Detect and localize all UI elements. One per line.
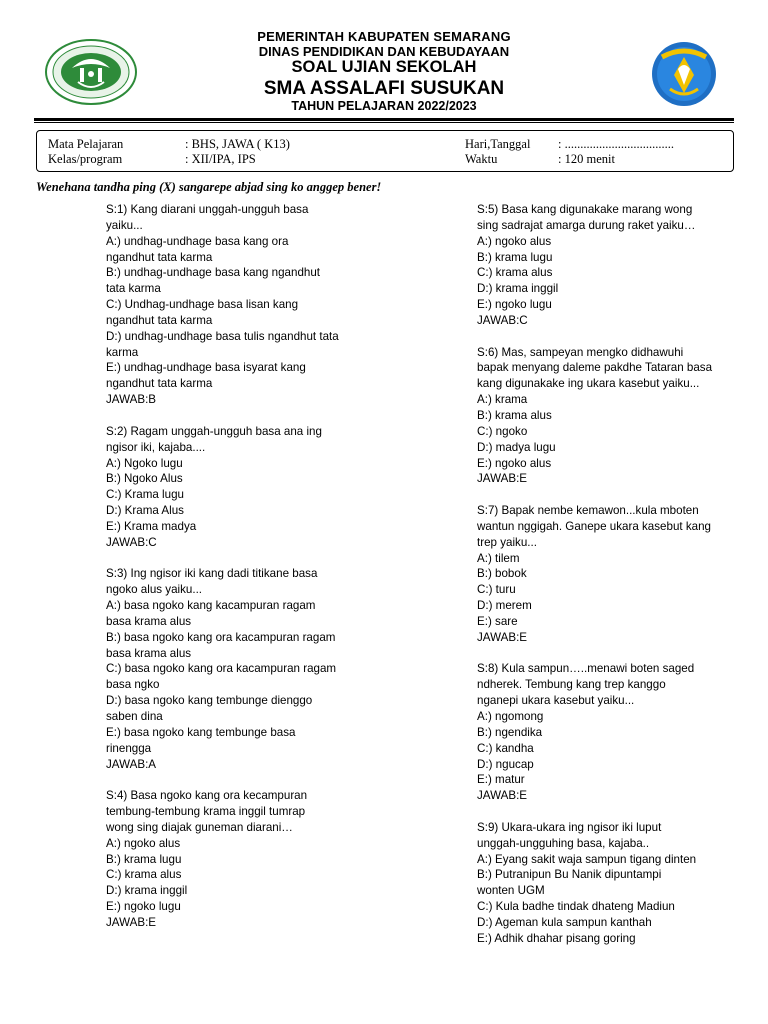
answer-option: E:) ngoko lugu [477,298,552,312]
question-text-line: S:3) Ing ngisor iki kang dadi titikane basa [106,567,318,581]
answer-option: D:) basa ngoko kang tembunge dienggo [106,694,313,708]
left-question-column [106,202,376,947]
question-text-line: ngandhut tata karma [106,377,213,391]
header-divider [34,118,734,121]
question-text-line: saben dina [106,710,163,723]
answer-option: C:) ngoko [477,424,528,438]
answer-option: C:) Kula badhe tindak dhateng Madiun [477,900,675,914]
answer-option: A:) basa ngoko kang kacampuran ragam [106,599,316,613]
answer-key: JAWAB:A [106,757,157,771]
answer-option: E:) Krama madya [106,519,197,533]
question-block [477,345,747,488]
question-block [106,566,376,772]
question-text-line: trep yaiku... [477,535,537,549]
exam-info-box [36,130,734,172]
date-value: : ................................... [558,137,674,151]
subject-label: Mata Pelajaran [48,137,124,151]
question-text-line: ngandhut tata karma [106,250,213,264]
answer-key: JAWAB:E [477,630,528,644]
answer-option: D:) krama inggil [477,282,559,296]
instruction-text: Wenehana tandha ping (X) sangarepe abjad sing ko anggep bener! [36,180,382,194]
question-text-line: S:5) Basa kang digunakake marang wong [477,203,693,216]
answer-option: D:) Ageman kula sampun kanthah [477,915,652,929]
answer-option: E:) ngoko alus [477,456,552,470]
question-text-line: tata karma [106,282,161,296]
question-text-line: basa ngko [106,678,160,692]
time-label: Waktu [465,152,498,166]
answer-option: B:) undhag-undhage basa kang ngandhut [106,266,321,280]
answer-option: C:) krama alus [106,868,182,882]
question-block [106,202,376,408]
answer-option: E:) sare [477,614,518,628]
question-block [477,503,747,646]
answer-option: C:) basa ngoko kang ora kacampuran ragam [106,662,337,676]
answer-option: E:) ngoko lugu [106,900,181,914]
question-text-line: karma [106,345,139,359]
answer-key: JAWAB:E [477,472,528,486]
answer-option: B:) krama lugu [106,852,182,866]
question-text-line: wong sing diajak guneman diarani… [106,820,293,834]
answer-option: C:) kandha [477,741,534,755]
answer-option: D:) merem [477,599,532,613]
answer-option: A:) krama [477,393,528,407]
question-text-line: basa krama alus [106,614,192,628]
government-title: PEMERINTAH KABUPATEN SEMARANG [257,29,511,44]
header-divider-thin [34,122,734,123]
answer-key: JAWAB:E [106,915,157,929]
question-text-line: S:7) Bapak nembe kemawon...kula mboten [477,504,699,518]
answer-option: B:) krama lugu [477,250,553,264]
question-text-line: wonten UGM [477,884,545,898]
date-label: Hari,Tanggal [465,137,531,151]
answer-key: JAWAB:C [477,313,528,327]
question-block [106,424,376,551]
question-text-line: basa krama alus [106,646,192,660]
answer-option: A:) Eyang sakit waja sampun tigang dinten [477,852,697,866]
answer-option: C:) turu [477,583,516,597]
answer-option: D:) ngucap [477,757,534,771]
exam-title: SOAL UJIAN SEKOLAH [291,58,477,76]
answer-option: B:) basa ngoko kang ora kacampuran ragam [106,630,336,644]
question-text-line: S:9) Ukara-ukara ing ngisor iki luput [477,820,662,834]
question-text-line: ngoko alus yaiku... [106,583,203,597]
time-value: : 120 menit [558,152,615,166]
answer-option: D:) krama inggil [106,884,188,898]
question-text-line: yaiku... [106,218,143,232]
answer-option: E:) matur [477,773,525,787]
question-text-line: S:2) Ragam unggah-ungguh basa ana ing [106,424,322,438]
question-text-line: S:8) Kula sampun…..menawi boten saged [477,662,695,676]
answer-option: B:) krama alus [477,408,552,422]
answer-key: JAWAB:C [106,535,157,549]
answer-option: C:) krama alus [477,266,553,280]
answer-option: D:) undhag-undhage basa tulis ngandhut tata [106,329,339,343]
question-text-line: unggah-ungguhing basa, kajaba.. [477,836,650,850]
question-text-line: bapak menyang daleme pakdhe Tataran basa [477,361,713,375]
question-text-line: ngisor iki, kajaba.... [106,440,206,454]
answer-option: D:) madya lugu [477,440,556,454]
question-text-line: ngandhut tata karma [106,313,213,327]
answer-option: A:) Ngoko lugu [106,456,183,470]
answer-option: B:) ngendika [477,725,543,739]
answer-option: D:) Krama Alus [106,504,184,518]
question-text-line: kang digunakake ing ukara kasebut yaiku... [477,377,700,391]
answer-option: E:) Adhik dhahar pisang goring [477,931,636,945]
department-title: DINAS PENDIDIKAN DAN KEBUDAYAAN [258,44,510,59]
question-text-line: S:4) Basa ngoko kang ora kecampuran [106,789,308,803]
answer-option: A:) ngomong [477,710,544,723]
question-text-line: ndherek. Tembung kang trep kanggo [477,678,666,692]
answer-option: E:) undhag-undhage basa isyarat kang [106,361,306,375]
question-text-line: wantun nggigah. Ganepe ukara kasebut kang [477,519,711,533]
answer-option: B:) bobok [477,567,527,581]
subject-value: : BHS, JAWA ( K13) [185,137,290,151]
answer-key: JAWAB:E [477,789,528,803]
answer-option: E:) basa ngoko kang tembunge basa [106,725,296,739]
answer-option: A:) ngoko alus [106,836,181,850]
question-text-line: nganepi ukara kasebut yaiku... [477,694,635,708]
school-name: SMA ASSALAFI SUSUKAN [263,78,505,99]
question-block [106,788,376,931]
question-block [477,820,747,947]
question-block [477,202,747,329]
answer-option: C:) Krama lugu [106,488,184,502]
question-text-line: S:1) Kang diarani unggah-ungguh basa [106,203,309,216]
class-label: Kelas/program [48,152,123,166]
answer-option: A:) tilem [477,551,520,565]
class-value: : XII/IPA, IPS [185,152,256,166]
answer-option: A:) undhag-undhage basa kang ora [106,234,289,248]
answer-key: JAWAB:B [106,393,157,407]
question-text-line: rinengga [106,741,152,755]
answer-option: A:) ngoko alus [477,234,552,248]
answer-option: C:) Undhag-undhage basa lisan kang [106,298,299,312]
answer-option: B:) Putranipun Bu Nanik dipuntampi [477,868,662,882]
question-text-line: sing sadrajat amarga durung raket yaiku… [477,218,696,232]
question-text-line: tembung-tembung krama inggil tumrap [106,805,306,819]
question-text-line: S:6) Mas, sampeyan mengko didhawuhi [477,345,684,359]
question-block [477,661,747,804]
academic-year: TAHUN PELAJARAN 2022/2023 [291,99,477,113]
right-question-column [477,202,747,963]
answer-option: B:) Ngoko Alus [106,472,183,486]
